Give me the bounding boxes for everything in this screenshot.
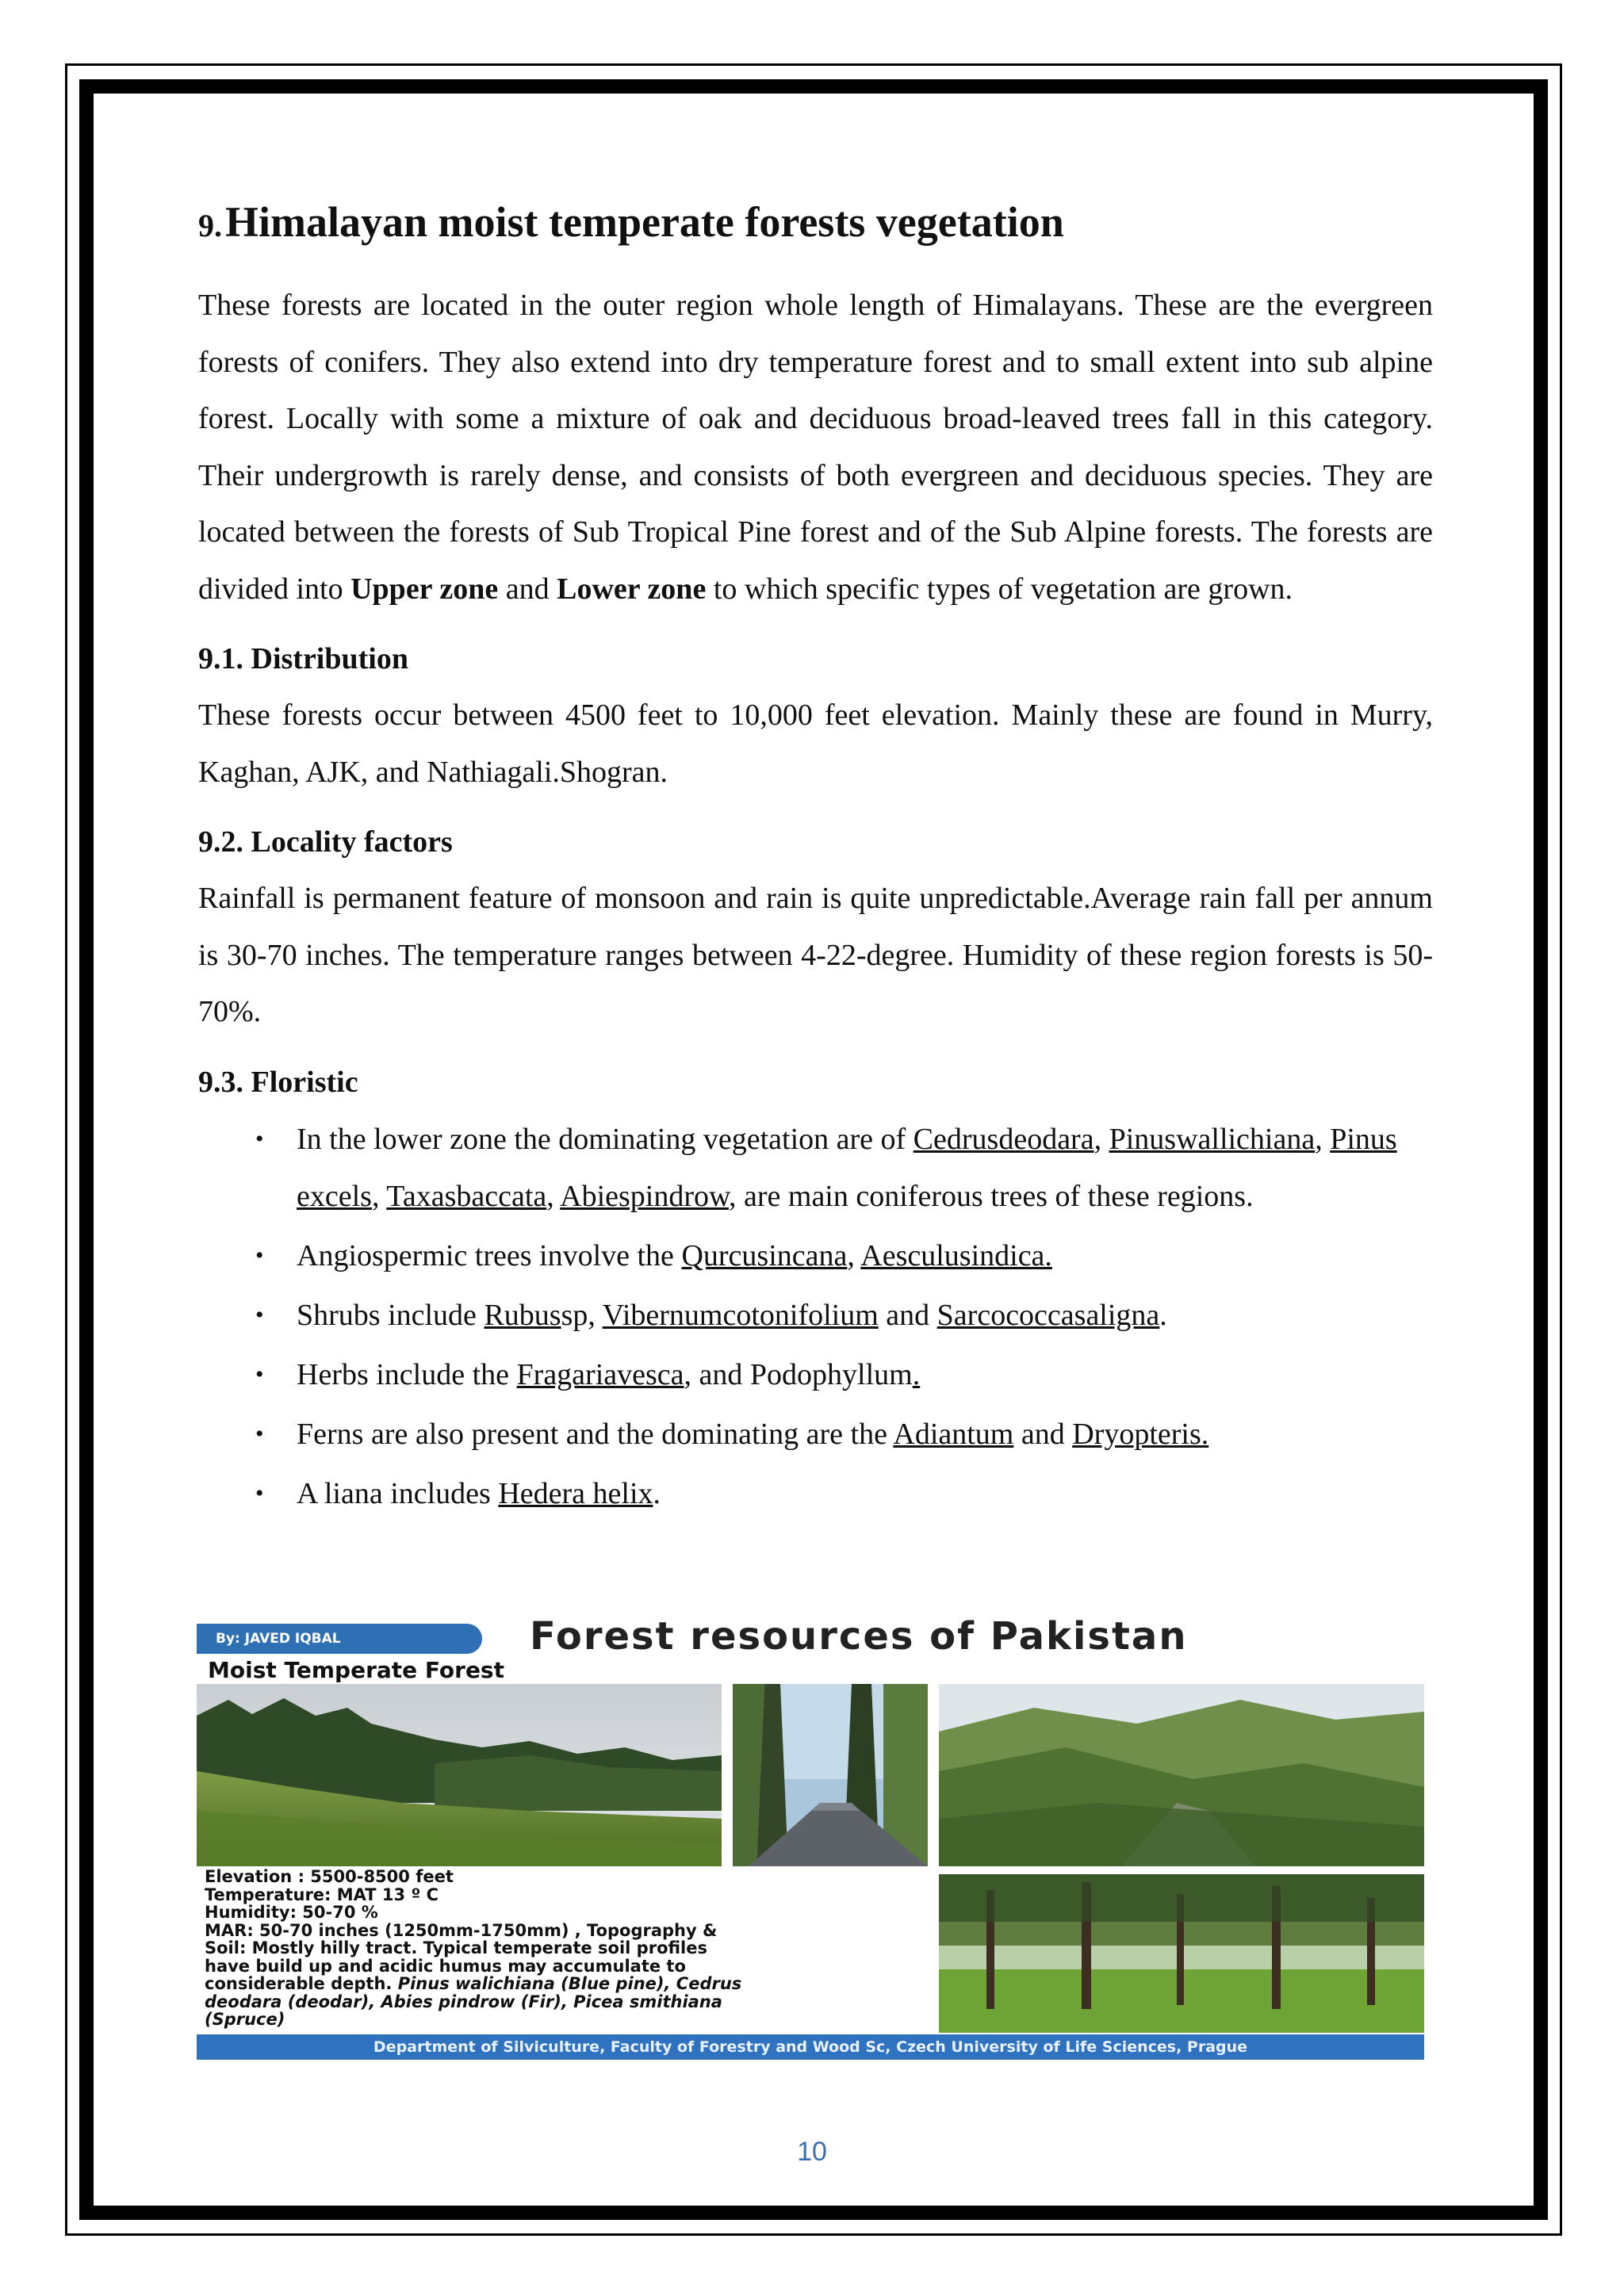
list-item: • Shrubs include Rubussp, Vibernumcotonifolium and Sarcococcasaligna. [255, 1298, 1167, 1332]
locality-paragraph: Rainfall is permanent feature of monsoon and rain is quite unpredictable.Average rain fall per annum is 30-70 inches. The temperature ranges between 4-22-degree. Humidity of these region forests is 50-70%. [198, 882, 1433, 1028]
meadow-forest-photo [197, 1684, 722, 1866]
pine-forest-photo [939, 1874, 1424, 2033]
figure-title: Forest resources of Pakistan [530, 1614, 1188, 1659]
list-item: • Angiospermic trees involve the Qurcusincana, Aesculusindica. [255, 1238, 1052, 1272]
list-item: • In the lower zone the dominating vegetation are of Cedrusdeodara, Pinuswallichiana, Pinus excels, Taxasbaccata, Abiespindrow, are main coniferous trees of these regions. [255, 1122, 1397, 1213]
forest-figure [197, 1616, 1424, 2060]
road-conifer-photo [733, 1684, 928, 1866]
floristic-list [198, 1111, 1433, 1522]
list-item: • Herbs include the Fragariavesca, and Podophyllum. [255, 1357, 921, 1391]
distribution-paragraph: These forests occur between 4500 feet to 10,000 feet elevation. Mainly these are found in Murry, Kaghan, AJK, and Nathiagali.Shogran. [198, 698, 1433, 789]
figure-info-text: Elevation : 5500-8500 feet Temperature: MAT 13 º C Humidity: 50-70 % MAR: 50-70 inches (1250mm-1750mm) , Topography & Soil: Mostly hilly tract. Typical temperate soil profiles have build up and acidic humus may accumulate to considerable depth. Pinus walichiana (Blue pine), Cedrus deodara (deodar), Abies pindrow (Fir), Picea smithiana (Spruce) [205, 1867, 742, 2029]
figure-subtitle: Moist Temperate Forest [208, 1657, 504, 1683]
section-number: 9. [198, 208, 222, 243]
section-heading [198, 190, 1433, 265]
valley-panorama-photo [939, 1684, 1424, 1866]
list-item: • A liana includes Hedera helix. [255, 1476, 661, 1510]
pine-forest-image [939, 1874, 1424, 2033]
distribution-heading: 9.1. Distribution [198, 642, 408, 675]
figure-footer: Department of Silviculture, Faculty of Forestry and Wood Sc, Czech University of Life Sciences, Prague [197, 2034, 1424, 2060]
meadow-forest-image [197, 1684, 722, 1866]
locality-heading: 9.2. Locality factors [198, 825, 453, 859]
document-content [198, 190, 1433, 1525]
page-number: 10 [797, 2137, 827, 2167]
section-title: Himalayan moist temperate forests vegetation [225, 198, 1064, 246]
lower-zone-term: Lower zone [557, 572, 707, 606]
upper-zone-term: Upper zone [350, 572, 499, 606]
figure-author-badge: By: JAVED IQBAL [197, 1624, 482, 1654]
intro-paragraph: These forests are located in the outer region whole length of Himalayans. These are the evergreen forests of conifers. They also extend into dry temperature forest and to small extent into sub alpine forest. Locally with some a mixture of oak and deciduous broad-leaved trees fall in this category. Their undergrowth is rarely dense, and consists of both evergreen and deciduous species. They are located between the forests of Sub Tropical Pine forest and of the Sub Alpine forests. The forests are divided into Upper zone and Lower zone to which specific types of vegetation are grown. [198, 289, 1433, 606]
floristic-heading: 9.3. Floristic [198, 1065, 358, 1099]
road-conifer-image [733, 1684, 928, 1866]
valley-panorama-image [939, 1684, 1424, 1866]
list-item: • Ferns are also present and the dominating are the Adiantum and Dryopteris. [255, 1417, 1209, 1451]
